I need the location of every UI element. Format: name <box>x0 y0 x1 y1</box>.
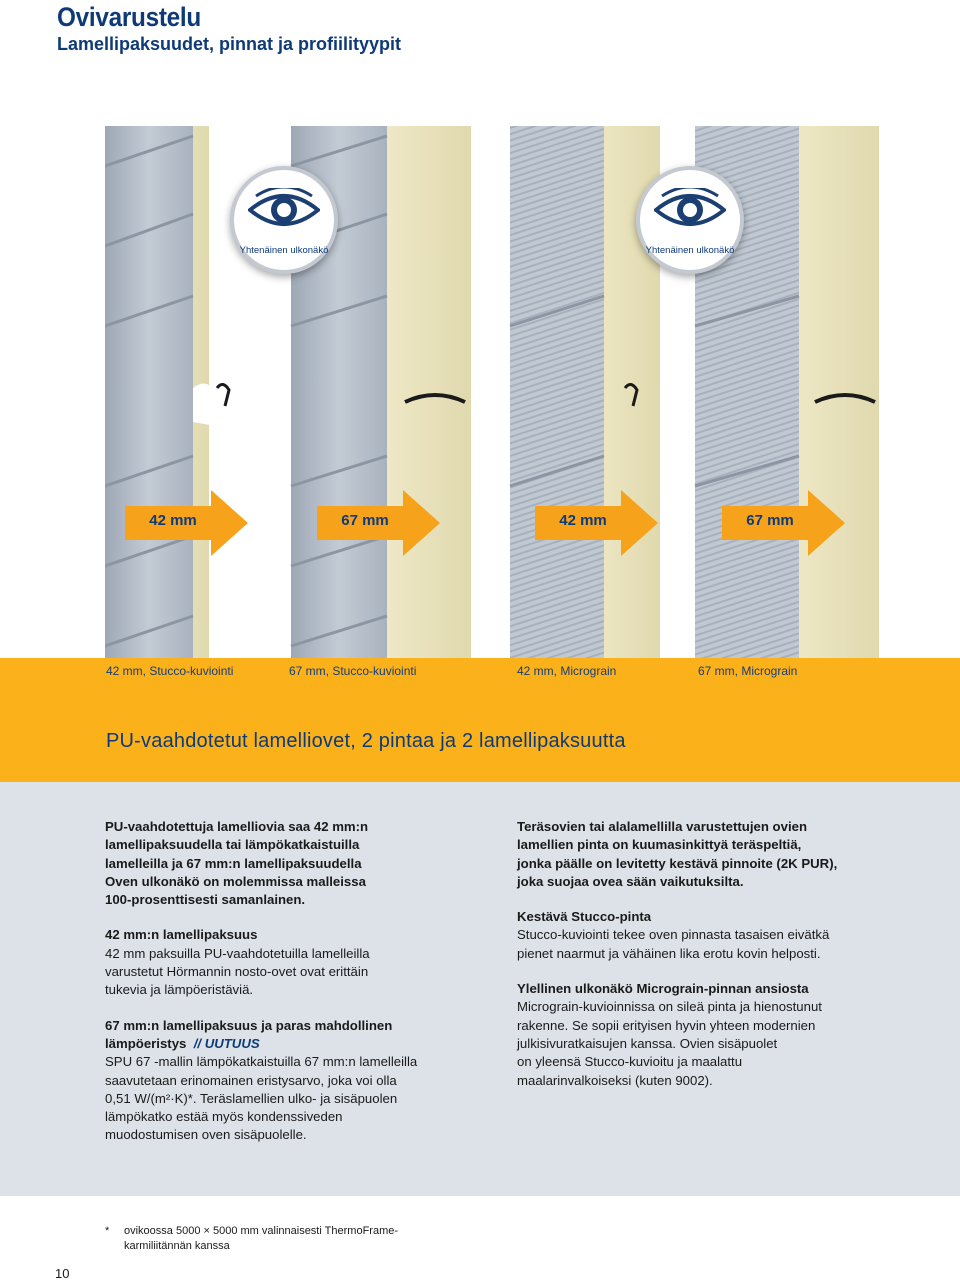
left-section-67mm <box>105 1017 475 1145</box>
page-number: 10 <box>55 1266 70 1281</box>
section-heading-42mm: 42 mm:n lamellipaksuus <box>105 927 258 943</box>
body-line: julkisivuratkaisujen kanssa. Ovien sisäpuolet <box>517 1035 778 1051</box>
page-subtitle: Lamellipaksuudet, pinnat ja profiilityypit <box>57 34 402 54</box>
caption-panel-3: 42 mm, Micrograin <box>517 664 617 678</box>
left-intro-line: lamellipaksuudella tai lämpökatkaistuilla <box>105 837 360 853</box>
body-line: maalarinvalkoiseksi (kuten 9002). <box>517 1072 713 1088</box>
body-line: 0,51 W/(m²·K)*. Teräslamellien ulko- ja sisäpuolen <box>105 1090 398 1106</box>
left-intro <box>105 818 475 909</box>
badge-label: Yhtenäinen ulkonäkö <box>645 245 735 256</box>
section-heading-67mm: 67 mm:n lamellipaksuus ja paras mahdollinen <box>105 1017 393 1033</box>
thickness-arrow <box>125 490 248 556</box>
body-line: varustetut Hörmannin nosto-ovet ovat erittäin <box>105 964 369 980</box>
thickness-arrow <box>722 490 845 556</box>
body-line: SPU 67 -mallin lämpökatkaistuilla 67 mm:n lamelleilla <box>105 1054 418 1070</box>
caption-panel-2: 67 mm, Stucco-kuviointi <box>289 664 417 678</box>
left-section-42mm <box>105 926 475 999</box>
lamella-illustration <box>105 126 879 658</box>
right-intro-line: joka suojaa ovea sään vaikutuksilta. <box>517 873 744 889</box>
arrow-label: 42 mm <box>149 512 197 529</box>
right-intro <box>517 818 887 891</box>
section-heading-67mm-cont: lämpöeristys <box>105 1035 187 1051</box>
section-heading-stucco: Kestävä Stucco-pinta <box>517 909 652 925</box>
footnote-line: karmiliitännän kanssa <box>124 1240 230 1252</box>
left-column <box>105 818 475 1162</box>
thickness-arrow <box>535 490 658 556</box>
arrow-label: 42 mm <box>559 512 607 529</box>
arrow-label: 67 mm <box>746 512 794 529</box>
page-title: Ovivarustelu <box>57 2 201 32</box>
body-line: tukevia ja lämpöeristäviä. <box>105 982 254 998</box>
body-line: on yleensä Stucco-kuvioitu ja maalattu <box>517 1054 743 1070</box>
body-line: saavutetaan erinomainen eristysarvo, joka voi olla <box>105 1072 397 1088</box>
right-intro-line: Teräsovien tai alalamellilla varustettujen ovien <box>517 819 807 834</box>
right-intro-line: jonka päälle on levitetty kestävä pinnoite (2K PUR), <box>517 855 838 871</box>
caption-panel-4: 67 mm, Micrograin <box>698 664 798 678</box>
section-heading-micrograin: Ylellinen ulkonäkö Micrograin-pinnan ansiosta <box>517 981 809 997</box>
left-intro-line: 100-prosenttisesti samanlainen. <box>105 892 306 908</box>
body-line: pienet naarmut ja vähäinen lika erotu kovin helposti. <box>517 945 821 961</box>
right-section-stucco <box>517 908 887 963</box>
body-line: rakenne. Se sopii erityisen hyvin yhteen modernien <box>517 1017 816 1033</box>
body-line: muodostumisen oven sisäpuolelle. <box>105 1127 307 1143</box>
lamella-photo <box>105 126 879 658</box>
left-intro-line: Oven ulkonäkö on molemmissa malleissa <box>105 873 366 889</box>
right-column <box>517 818 887 1107</box>
right-intro-line: lamellien pinta on kuumasinkittyä teräspeltiä, <box>517 837 802 853</box>
new-badge: // UUTUUS <box>193 1035 260 1051</box>
thickness-arrow <box>317 490 440 556</box>
left-intro-line: PU-vaahdotettuja lamelliovia saa 42 mm:n <box>105 819 369 834</box>
section-heading: PU-vaahdotetut lamelliovet, 2 pintaa ja 2 lamellipaksuutta <box>106 730 626 752</box>
footnote-line: ovikoossa 5000 × 5000 mm valinnaisesti ThermoFrame- <box>124 1225 399 1237</box>
eye-icon <box>248 188 320 232</box>
body-line: 42 mm paksuilla PU-vaahdotetuilla lamelleilla <box>105 945 370 961</box>
uniform-look-badge <box>636 166 744 274</box>
uniform-look-badge <box>230 166 338 274</box>
body-line: Micrograin-kuvioinnissa on sileä pinta ja hienostunut <box>517 999 822 1015</box>
left-intro-line: lamelleilla ja 67 mm:n lamellipaksuudella <box>105 855 362 871</box>
right-section-micrograin <box>517 980 887 1090</box>
body-line: Stucco-kuviointi tekee oven pinnasta tasaisen eivätkä <box>517 927 830 943</box>
arrow-label: 67 mm <box>341 512 389 529</box>
badge-label: Yhtenäinen ulkonäkö <box>239 245 329 256</box>
eye-icon <box>654 188 726 232</box>
body-line: lämpökatko estää myös kondenssiveden <box>105 1109 343 1125</box>
footnote-marker: * <box>105 1225 110 1237</box>
caption-panel-1: 42 mm, Stucco-kuviointi <box>106 664 234 678</box>
